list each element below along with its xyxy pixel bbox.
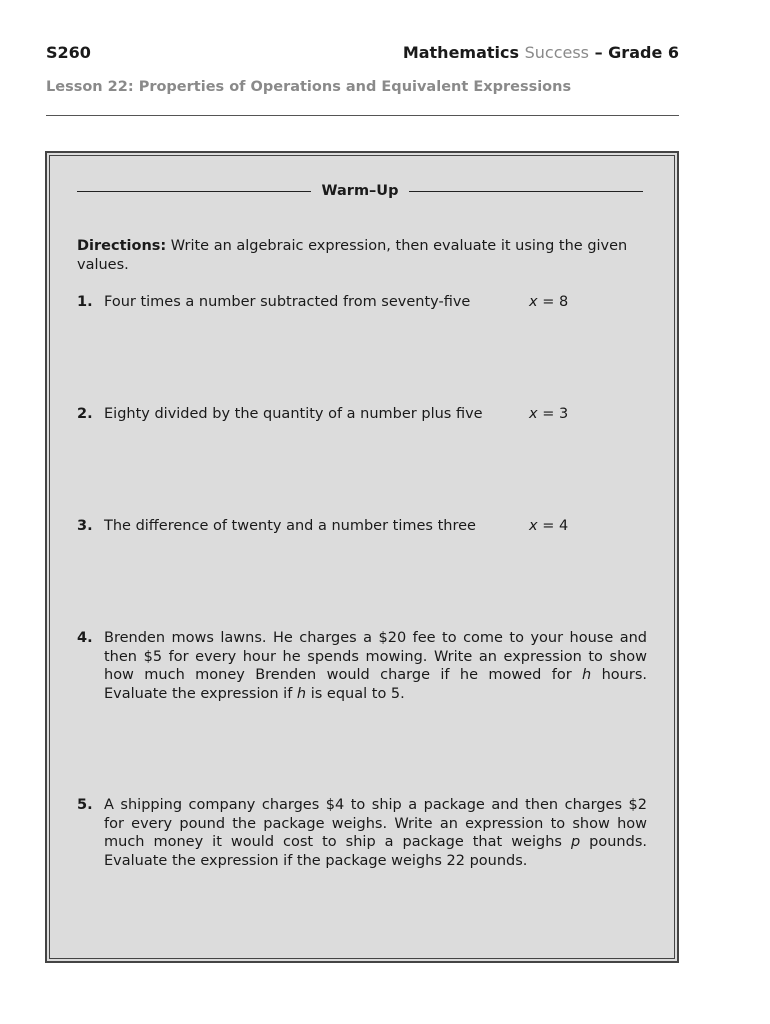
value: = 8 [537, 294, 569, 310]
separator: – [594, 43, 603, 62]
problem-number: 2. [77, 406, 93, 422]
grade: Grade 6 [608, 43, 679, 62]
text-part: Brenden mows lawns. He charges a $20 fee to come to your house and then $5 for every hour he spends mowing. Write an expression to show how much money Brenden would charge if he mowed for [104, 630, 647, 683]
problem-number: 1. [77, 294, 93, 310]
problem-3 [77, 517, 647, 536]
problem-text: Four times a number subtracted from seventy-five [104, 294, 471, 310]
variable: h [296, 685, 307, 702]
problem-number: 3. [77, 518, 93, 534]
value: = 4 [537, 518, 569, 534]
title-rule-right [409, 191, 643, 192]
directions-label: Directions: [77, 238, 167, 254]
title-rule-left [77, 191, 311, 192]
given-value [529, 405, 568, 424]
variable: p [570, 834, 581, 850]
problem-2 [77, 405, 647, 424]
text-part: pounds. Evaluate the expression if the package weighs 22 pounds. [104, 834, 647, 869]
course-code: S260 [46, 43, 91, 62]
text-part: hours. Evaluate the expression if [104, 667, 647, 702]
subject: Mathematics [402, 43, 520, 62]
value: = 3 [537, 406, 569, 422]
directions-text: Write an algebraic expression, then evaluate it using the given values. [77, 238, 628, 273]
problem-5 [77, 796, 647, 870]
given-value [529, 517, 568, 536]
variable: x [529, 294, 538, 310]
given-value [529, 293, 568, 312]
problem-number: 5. [77, 797, 93, 813]
directions [77, 237, 647, 275]
problem-text: The difference of twenty and a number times three [104, 518, 476, 534]
problem-4 [77, 629, 647, 703]
variable: h [582, 667, 592, 683]
problem-text: Eighty divided by the quantity of a number plus five [104, 406, 483, 422]
course-title [403, 43, 679, 62]
problem-text [104, 629, 647, 703]
variable: x [529, 518, 538, 534]
warmup-card [45, 151, 679, 963]
warmup-title: Warm–Up [321, 183, 399, 199]
program: Success [524, 43, 590, 62]
text-part: is equal to 5. [306, 685, 405, 702]
problem-1 [77, 293, 647, 312]
lesson-title: Lesson 22: Properties of Operations and Equivalent Expressions [46, 79, 572, 95]
header-divider [46, 115, 679, 116]
problem-number: 4. [77, 630, 93, 646]
variable: x [529, 406, 538, 422]
text-part: A shipping company charges $4 to ship a package and then charges $2 for every pound the package weighs. Write an expression to show how much money it would cost to ship a package that weighs [104, 797, 647, 850]
problem-text [104, 796, 647, 870]
